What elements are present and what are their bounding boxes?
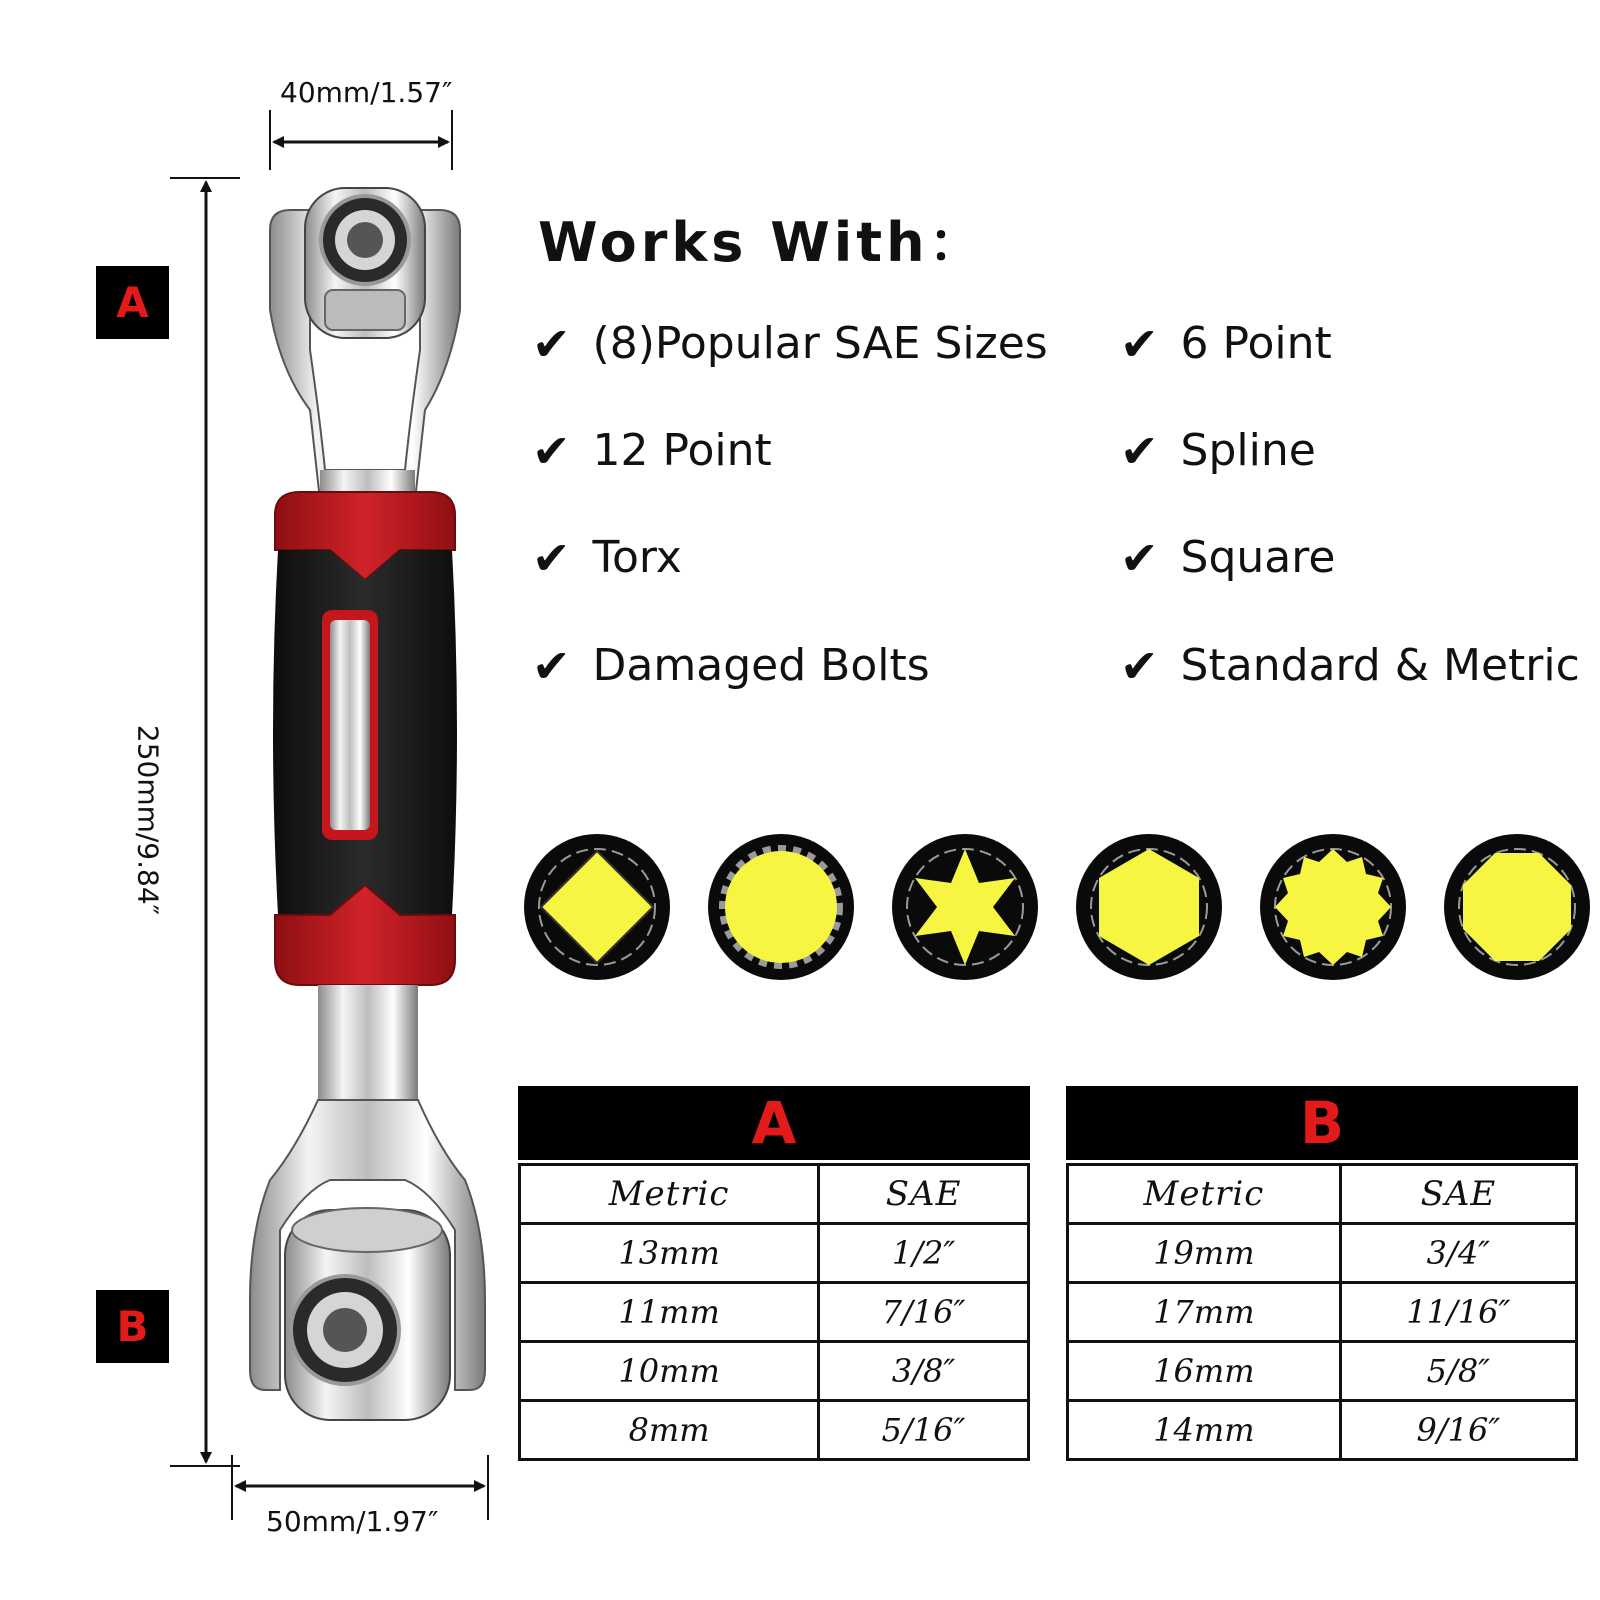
checkmark-icon: ✔ bbox=[1120, 530, 1159, 585]
table-a bbox=[518, 1163, 1030, 1461]
checkmark-icon: ✔ bbox=[1120, 316, 1159, 371]
table-row bbox=[520, 1283, 1029, 1342]
sae-cell: 3/4″ bbox=[1340, 1224, 1576, 1283]
end-a-badge: A bbox=[96, 266, 169, 339]
checkmark-icon: ✔ bbox=[532, 316, 571, 371]
table-row bbox=[1068, 1342, 1577, 1401]
feature-item: ✔ Standard & Metric bbox=[1120, 638, 1580, 693]
spline-socket-icon bbox=[706, 832, 856, 982]
table-row bbox=[1068, 1224, 1577, 1283]
table-row bbox=[1068, 1401, 1577, 1460]
table-a-header: A bbox=[518, 1086, 1030, 1160]
feature-item: ✔ (8)Popular SAE Sizes bbox=[532, 316, 1048, 371]
checkmark-icon: ✔ bbox=[532, 530, 571, 585]
feature-item: ✔ Spline bbox=[1120, 423, 1316, 478]
metric-cell: 16mm bbox=[1068, 1342, 1341, 1401]
sae-header: SAE bbox=[1340, 1165, 1576, 1224]
table-b-header: B bbox=[1066, 1086, 1578, 1160]
feature-item: ✔ Torx bbox=[532, 530, 682, 585]
twelve-point-socket-icon bbox=[1258, 832, 1408, 982]
sae-header: SAE bbox=[819, 1165, 1029, 1224]
metric-cell: 10mm bbox=[520, 1342, 819, 1401]
sae-cell: 9/16″ bbox=[1340, 1401, 1576, 1460]
checkmark-icon: ✔ bbox=[1120, 638, 1159, 693]
sae-cell: 5/8″ bbox=[1340, 1342, 1576, 1401]
table-row bbox=[520, 1224, 1029, 1283]
octagon-socket-icon bbox=[1442, 832, 1592, 982]
table-row bbox=[520, 1342, 1029, 1401]
sae-cell: 11/16″ bbox=[1340, 1283, 1576, 1342]
sae-cell: 5/16″ bbox=[819, 1401, 1029, 1460]
table-row bbox=[1068, 1283, 1577, 1342]
sae-cell: 1/2″ bbox=[819, 1224, 1029, 1283]
metric-cell: 17mm bbox=[1068, 1283, 1341, 1342]
hex-socket-icon bbox=[1074, 832, 1224, 982]
feature-item: ✔ Damaged Bolts bbox=[532, 638, 930, 693]
feature-item: ✔ 6 Point bbox=[1120, 316, 1332, 371]
length-label: 250mm/9.84″ bbox=[131, 724, 165, 916]
checkmark-icon: ✔ bbox=[1120, 423, 1159, 478]
bottom-width-label: 50mm/1.97″ bbox=[266, 1505, 439, 1538]
end-b-badge: B bbox=[96, 1290, 169, 1363]
table-row bbox=[520, 1401, 1029, 1460]
torx-socket-icon bbox=[890, 832, 1040, 982]
feature-item: ✔ 12 Point bbox=[532, 423, 772, 478]
table-header-row bbox=[1068, 1165, 1577, 1224]
sae-cell: 7/16″ bbox=[819, 1283, 1029, 1342]
table-header-row bbox=[520, 1165, 1029, 1224]
works-with-title: Works With： bbox=[538, 211, 987, 274]
metric-header: Metric bbox=[520, 1165, 819, 1224]
metric-header: Metric bbox=[1068, 1165, 1341, 1224]
metric-cell: 8mm bbox=[520, 1401, 819, 1460]
checkmark-icon: ✔ bbox=[532, 638, 571, 693]
table-b bbox=[1066, 1163, 1578, 1461]
metric-cell: 19mm bbox=[1068, 1224, 1341, 1283]
metric-cell: 14mm bbox=[1068, 1401, 1341, 1460]
metric-cell: 13mm bbox=[520, 1224, 819, 1283]
wrench-illustration bbox=[230, 170, 500, 1470]
feature-item: ✔ Square bbox=[1120, 530, 1336, 585]
sae-cell: 3/8″ bbox=[819, 1342, 1029, 1401]
square-socket-icon bbox=[522, 832, 672, 982]
top-width-label: 40mm/1.57″ bbox=[280, 76, 453, 109]
checkmark-icon: ✔ bbox=[532, 423, 571, 478]
metric-cell: 11mm bbox=[520, 1283, 819, 1342]
